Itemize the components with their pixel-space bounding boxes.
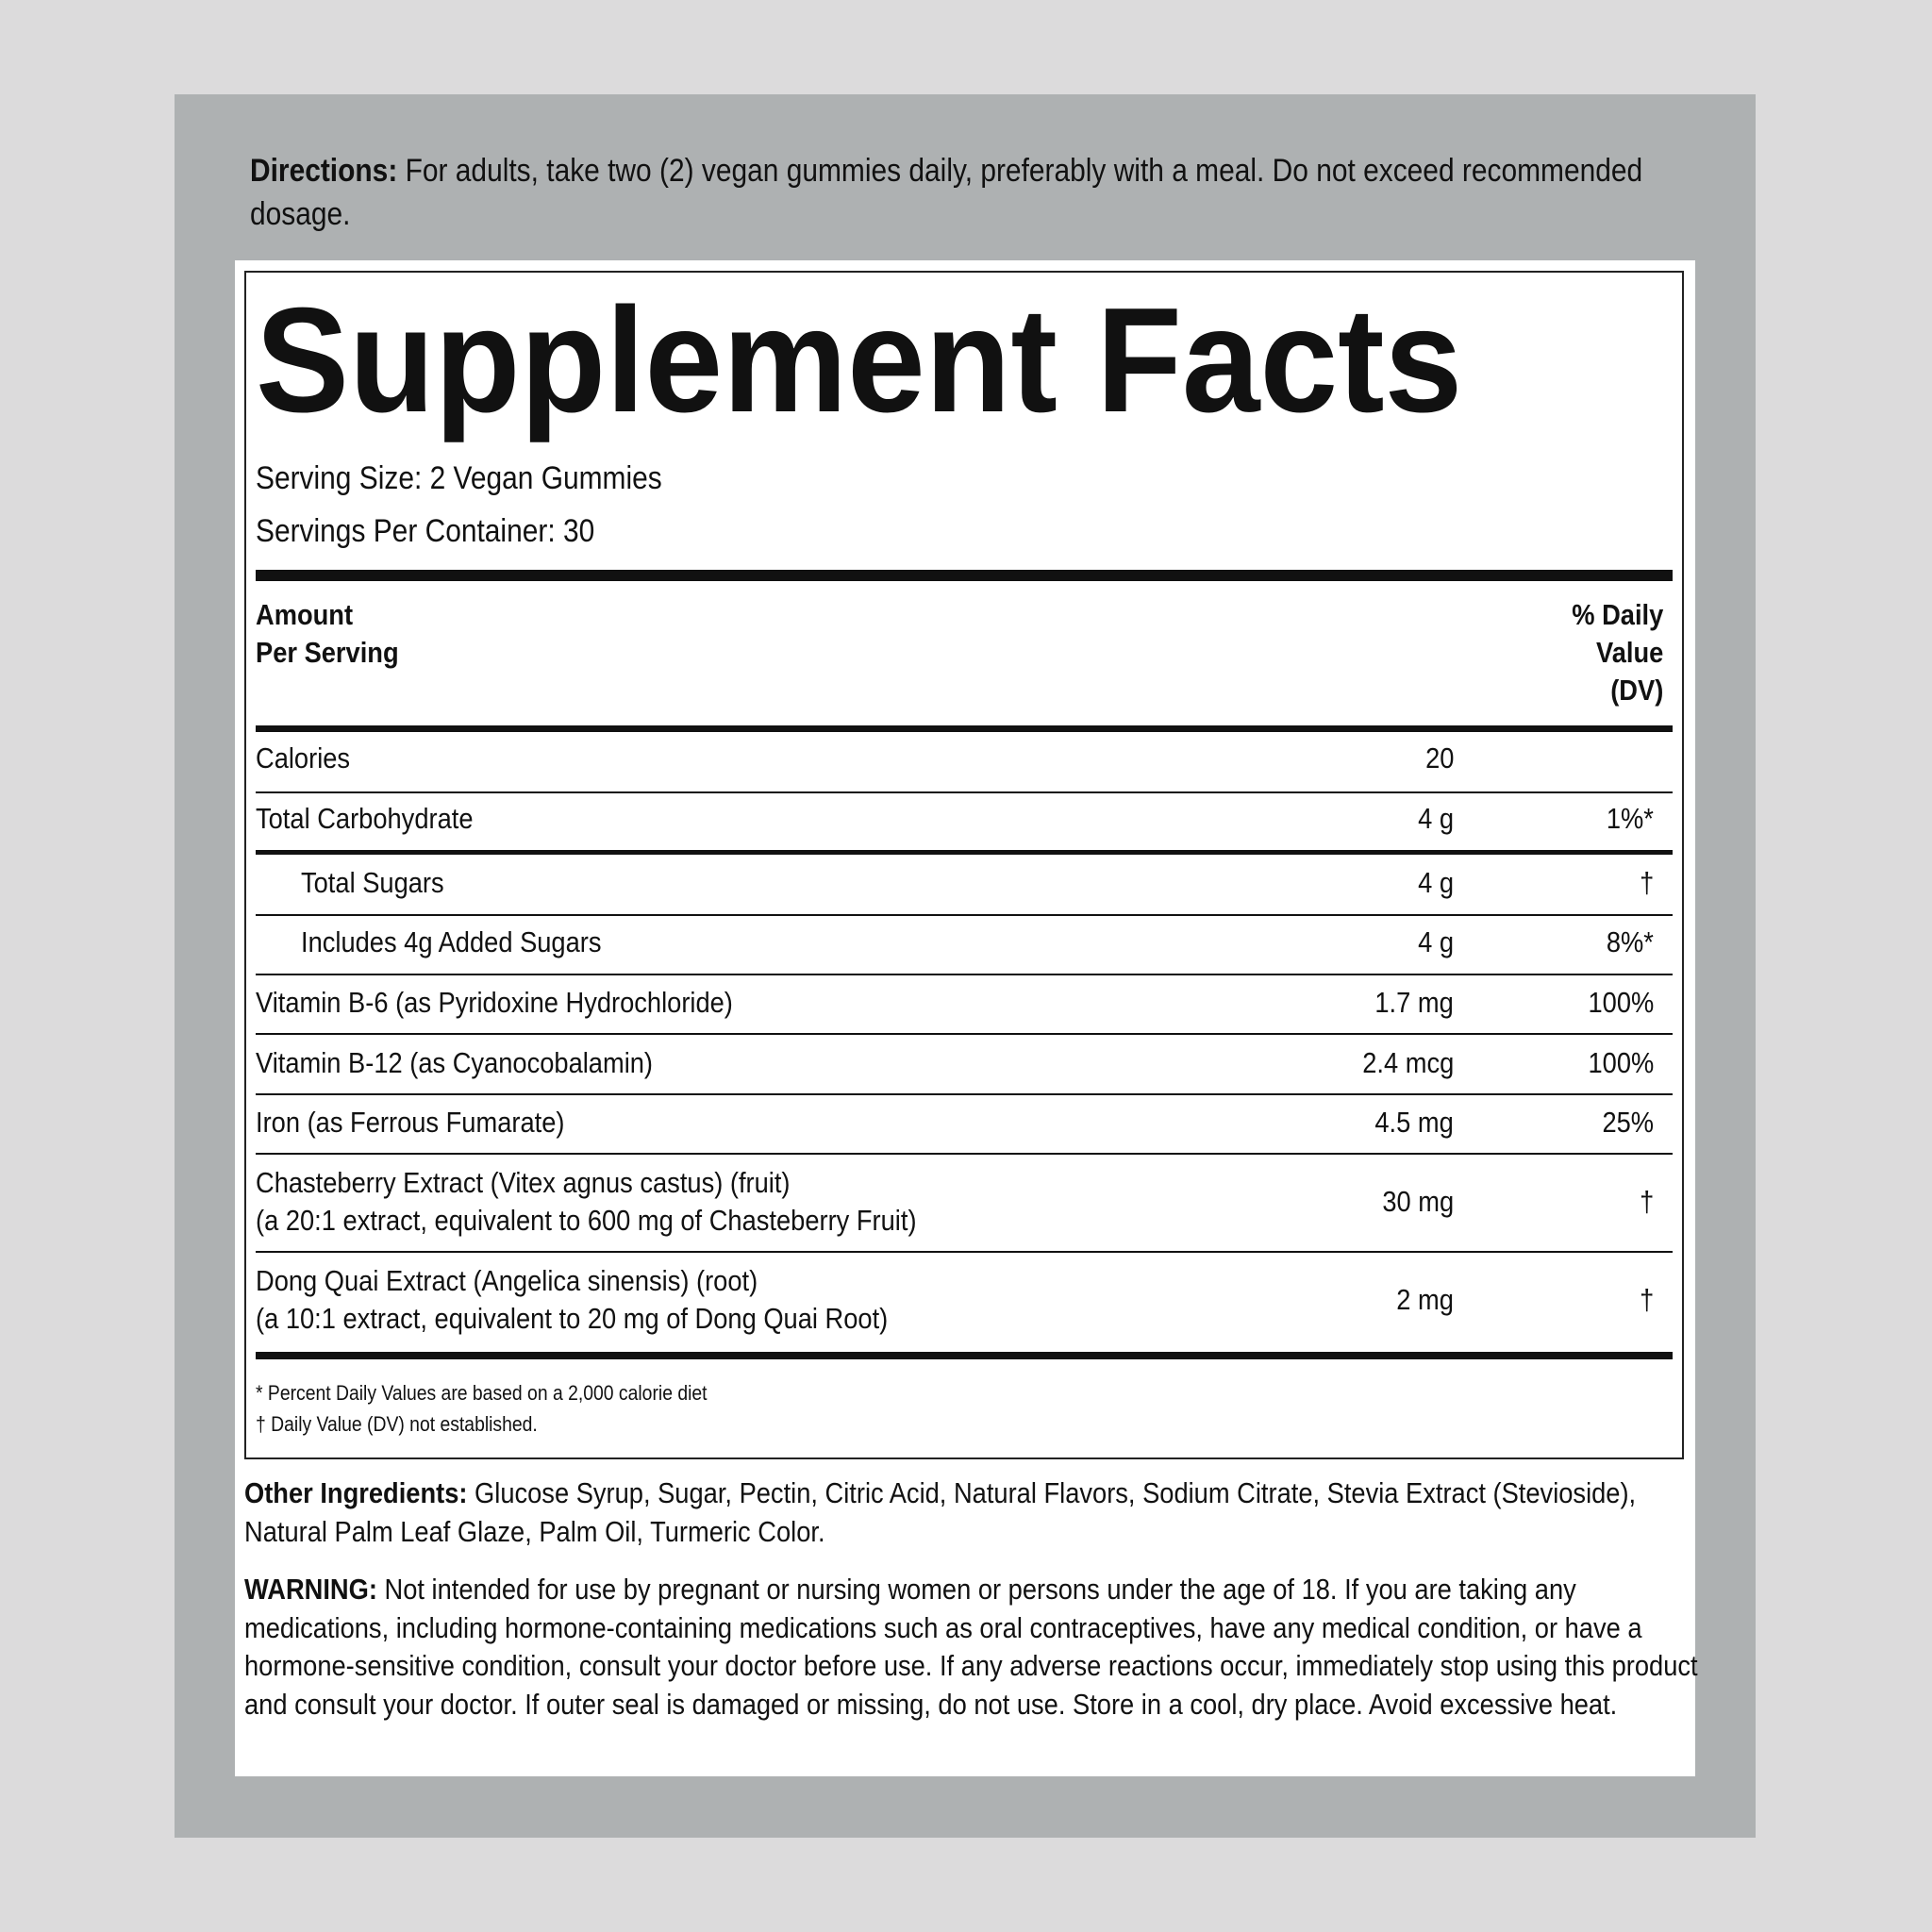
row-divider — [256, 791, 1673, 793]
footnote-daily-values: * Percent Daily Values are based on a 2,000 calorie diet — [256, 1381, 708, 1405]
amount-header-line2: Per Serving — [256, 636, 399, 669]
servings-per-container: Servings Per Container: 30 — [256, 513, 595, 549]
thick-divider — [256, 570, 1673, 581]
nutrient-amount: 1.7 mg — [1374, 986, 1454, 1019]
warning — [244, 1571, 1714, 1724]
nutrient-name: Vitamin B-6 (as Pyridoxine Hydrochloride) — [256, 986, 733, 1019]
nutrient-amount: 2 mg — [1396, 1283, 1454, 1316]
serving-size: Serving Size: 2 Vegan Gummies — [256, 460, 662, 496]
nutrient-dv: 100% — [1588, 986, 1654, 1019]
nutrient-name-detail: (a 10:1 extract, equivalent to 20 mg of Dong Quai Root) — [256, 1302, 889, 1335]
nutrient-amount: 2.4 mcg — [1361, 1046, 1454, 1079]
nutrient-name: Includes 4g Added Sugars — [301, 925, 602, 958]
nutrient-amount: 20 — [1424, 741, 1454, 774]
warning-label: WARNING: — [244, 1573, 377, 1606]
nutrient-name-detail: (a 20:1 extract, equivalent to 600 mg of Chasteberry Fruit) — [256, 1204, 917, 1237]
label-content — [235, 260, 1698, 1776]
amount-header-line1: Amount — [256, 598, 354, 631]
nutrient-name: Dong Quai Extract (Angelica sinensis) (root) — [256, 1264, 758, 1297]
facts-title: Supplement Facts — [256, 277, 1463, 443]
nutrient-dv: 8%* — [1606, 925, 1654, 958]
row-divider — [256, 1093, 1673, 1095]
bottom-thick-divider — [256, 1352, 1673, 1359]
nutrient-amount: 4 g — [1418, 802, 1454, 835]
directions-label: Directions: — [250, 153, 398, 189]
row-divider-bold — [256, 850, 1673, 855]
dv-header-line1: % Daily — [1571, 598, 1663, 631]
supplement-facts-panel — [244, 271, 1684, 1459]
dv-header-line2: Value — [1595, 636, 1663, 669]
nutrient-name: Iron (as Ferrous Fumarate) — [256, 1106, 565, 1139]
other-ingredients-text: Glucose Syrup, Sugar, Pectin, Citric Acid, Natural Flavors, Sodium Citrate, Stevia Extract (Stevioside), Natural Palm Leaf Glaze, Palm Oil, Turmeric Color. — [244, 1476, 1637, 1548]
nutrient-name: Total Sugars — [301, 866, 444, 899]
nutrient-dv: † — [1639, 1283, 1654, 1316]
nutrient-name: Calories — [256, 741, 351, 774]
nutrient-dv: 100% — [1588, 1046, 1654, 1079]
dv-header-line3: (DV) — [1609, 674, 1663, 707]
row-divider — [256, 914, 1673, 916]
nutrient-dv: 25% — [1602, 1106, 1654, 1139]
amount-per-serving-header — [256, 596, 399, 672]
directions-body: For adults, take two (2) vegan gummies daily, preferably with a meal. Do not exceed recommended dosage. — [250, 153, 1643, 232]
other-ingredients-label: Other Ingredients: — [244, 1476, 468, 1509]
daily-value-header — [1572, 596, 1663, 709]
nutrient-name: Total Carbohydrate — [256, 802, 474, 835]
directions-text — [250, 149, 1661, 236]
warning-text: Not intended for use by pregnant or nursing women or persons under the age of 18. If you are taking any medications, including hormone-containing medications such as oral contraceptives, have any medical condition, or have a hormone-sensitive condition, consult your doctor before use. If any adverse reactions occur, immediately stop using this product and consult your doctor. If outer seal is damaged or missing, do not use. Store in a cool, dry place. Avoid excessive heat. — [244, 1573, 1698, 1721]
nutrient-amount: 4 g — [1418, 866, 1454, 899]
nutrient-name: Vitamin B-12 (as Cyanocobalamin) — [256, 1046, 654, 1079]
nutrient-amount: 30 mg — [1382, 1185, 1454, 1218]
nutrient-amount: 4.5 mg — [1374, 1106, 1454, 1139]
nutrient-dv: † — [1639, 866, 1654, 899]
nutrient-name: Chasteberry Extract (Vitex agnus castus) (fruit) — [256, 1166, 791, 1199]
row-divider — [256, 974, 1673, 975]
row-divider — [256, 1251, 1673, 1253]
nutrient-dv: † — [1639, 1185, 1654, 1218]
nutrient-amount: 4 g — [1418, 925, 1454, 958]
row-divider — [256, 1033, 1673, 1035]
nutrient-dv: 1%* — [1606, 802, 1654, 835]
label-panel — [175, 94, 1756, 1838]
footnote-dv-not-established: † Daily Value (DV) not established. — [256, 1412, 538, 1436]
row-divider — [256, 1153, 1673, 1155]
header-divider — [256, 725, 1673, 732]
other-ingredients — [244, 1474, 1714, 1551]
